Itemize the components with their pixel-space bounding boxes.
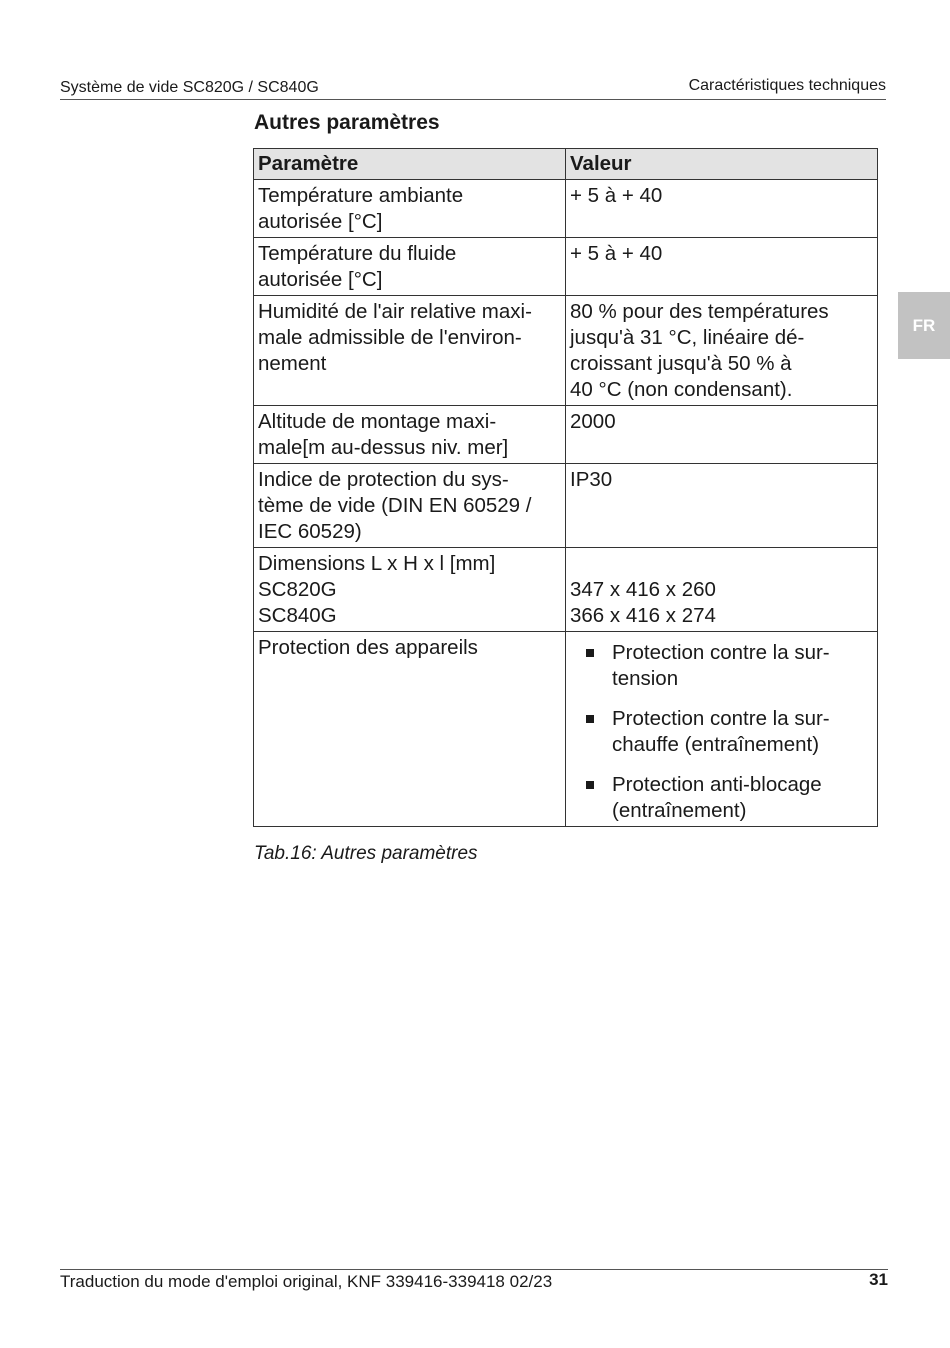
param-text: Protection des appareils — [258, 636, 478, 659]
param-text: Température ambiante — [258, 184, 464, 207]
table-caption: Tab.16: Autres paramètres — [254, 843, 478, 864]
header-document-title: Système de vide SC820G / SC840G — [60, 79, 319, 96]
param-cell — [254, 296, 566, 406]
param-text: SC820G — [258, 578, 337, 601]
section-title: Autres paramètres — [254, 111, 440, 134]
value-text: 2000 — [570, 410, 616, 433]
list-item — [584, 640, 874, 692]
parameters-table — [253, 148, 878, 827]
list-item-text: (entraînement) — [612, 799, 747, 822]
table-row — [254, 464, 878, 548]
table-header-row — [254, 149, 878, 180]
value-cell — [566, 548, 878, 632]
param-text: male admissible de l'environ- — [258, 326, 522, 349]
value-cell — [566, 238, 878, 296]
value-text: jusqu'à 31 °C, linéaire dé- — [570, 326, 805, 349]
list-item-text: Protection anti-blocage — [612, 773, 822, 796]
value-text: + 5 à + 40 — [570, 184, 663, 207]
value-text: IP30 — [570, 468, 613, 491]
param-text: autorisée [°C] — [258, 268, 383, 291]
header-divider — [60, 99, 886, 100]
value-text: 80 % pour des températures — [570, 300, 829, 323]
header-section-name: Caractéristiques techniques — [688, 77, 886, 94]
param-text: Humidité de l'air relative maxi- — [258, 300, 532, 323]
language-tab: FR — [898, 292, 950, 359]
footer-divider — [60, 1269, 888, 1270]
param-text: male[m au-dessus niv. mer] — [258, 436, 509, 459]
param-text: tème de vide (DIN EN 60529 / — [258, 494, 532, 517]
value-text: 347 x 416 x 260 — [570, 578, 716, 601]
param-text: Indice de protection du sys- — [258, 468, 509, 491]
param-text: nement — [258, 352, 327, 375]
value-cell — [566, 632, 878, 827]
value-cell — [566, 464, 878, 548]
list-item-text: Protection contre la sur- — [612, 707, 830, 730]
value-text — [570, 551, 874, 577]
page-number: 31 — [869, 1270, 888, 1289]
protection-list — [570, 640, 874, 824]
value-text: 40 °C (non condensant). — [570, 378, 793, 401]
param-cell — [254, 548, 566, 632]
list-item — [584, 706, 874, 758]
value-text: croissant jusqu'à 50 % à — [570, 352, 792, 375]
param-cell — [254, 238, 566, 296]
value-text: + 5 à + 40 — [570, 242, 663, 265]
param-cell — [254, 632, 566, 827]
list-item-text: tension — [612, 667, 679, 690]
value-cell — [566, 296, 878, 406]
table-row — [254, 548, 878, 632]
table-row — [254, 180, 878, 238]
param-text: Dimensions L x H x l [mm] — [258, 552, 496, 575]
param-text: autorisée [°C] — [258, 210, 383, 233]
value-text: 366 x 416 x 274 — [570, 604, 716, 627]
param-cell — [254, 464, 566, 548]
param-text: Altitude de montage maxi- — [258, 410, 497, 433]
param-text: SC840G — [258, 604, 337, 627]
table-row — [254, 632, 878, 827]
footer-text: Traduction du mode d'emploi original, KNF 339416-339418 02/23 — [60, 1272, 553, 1291]
value-cell — [566, 406, 878, 464]
table-row — [254, 238, 878, 296]
param-cell — [254, 180, 566, 238]
value-cell — [566, 180, 878, 238]
param-text: IEC 60529) — [258, 520, 362, 543]
list-item — [584, 772, 874, 824]
column-header-parameter: Paramètre — [254, 149, 566, 180]
column-header-value: Valeur — [566, 149, 878, 180]
param-cell — [254, 406, 566, 464]
list-item-text: chauffe (entraînement) — [612, 733, 820, 756]
param-text: Température du fluide — [258, 242, 457, 265]
table-row — [254, 296, 878, 406]
list-item-text: Protection contre la sur- — [612, 641, 830, 664]
table-row — [254, 406, 878, 464]
